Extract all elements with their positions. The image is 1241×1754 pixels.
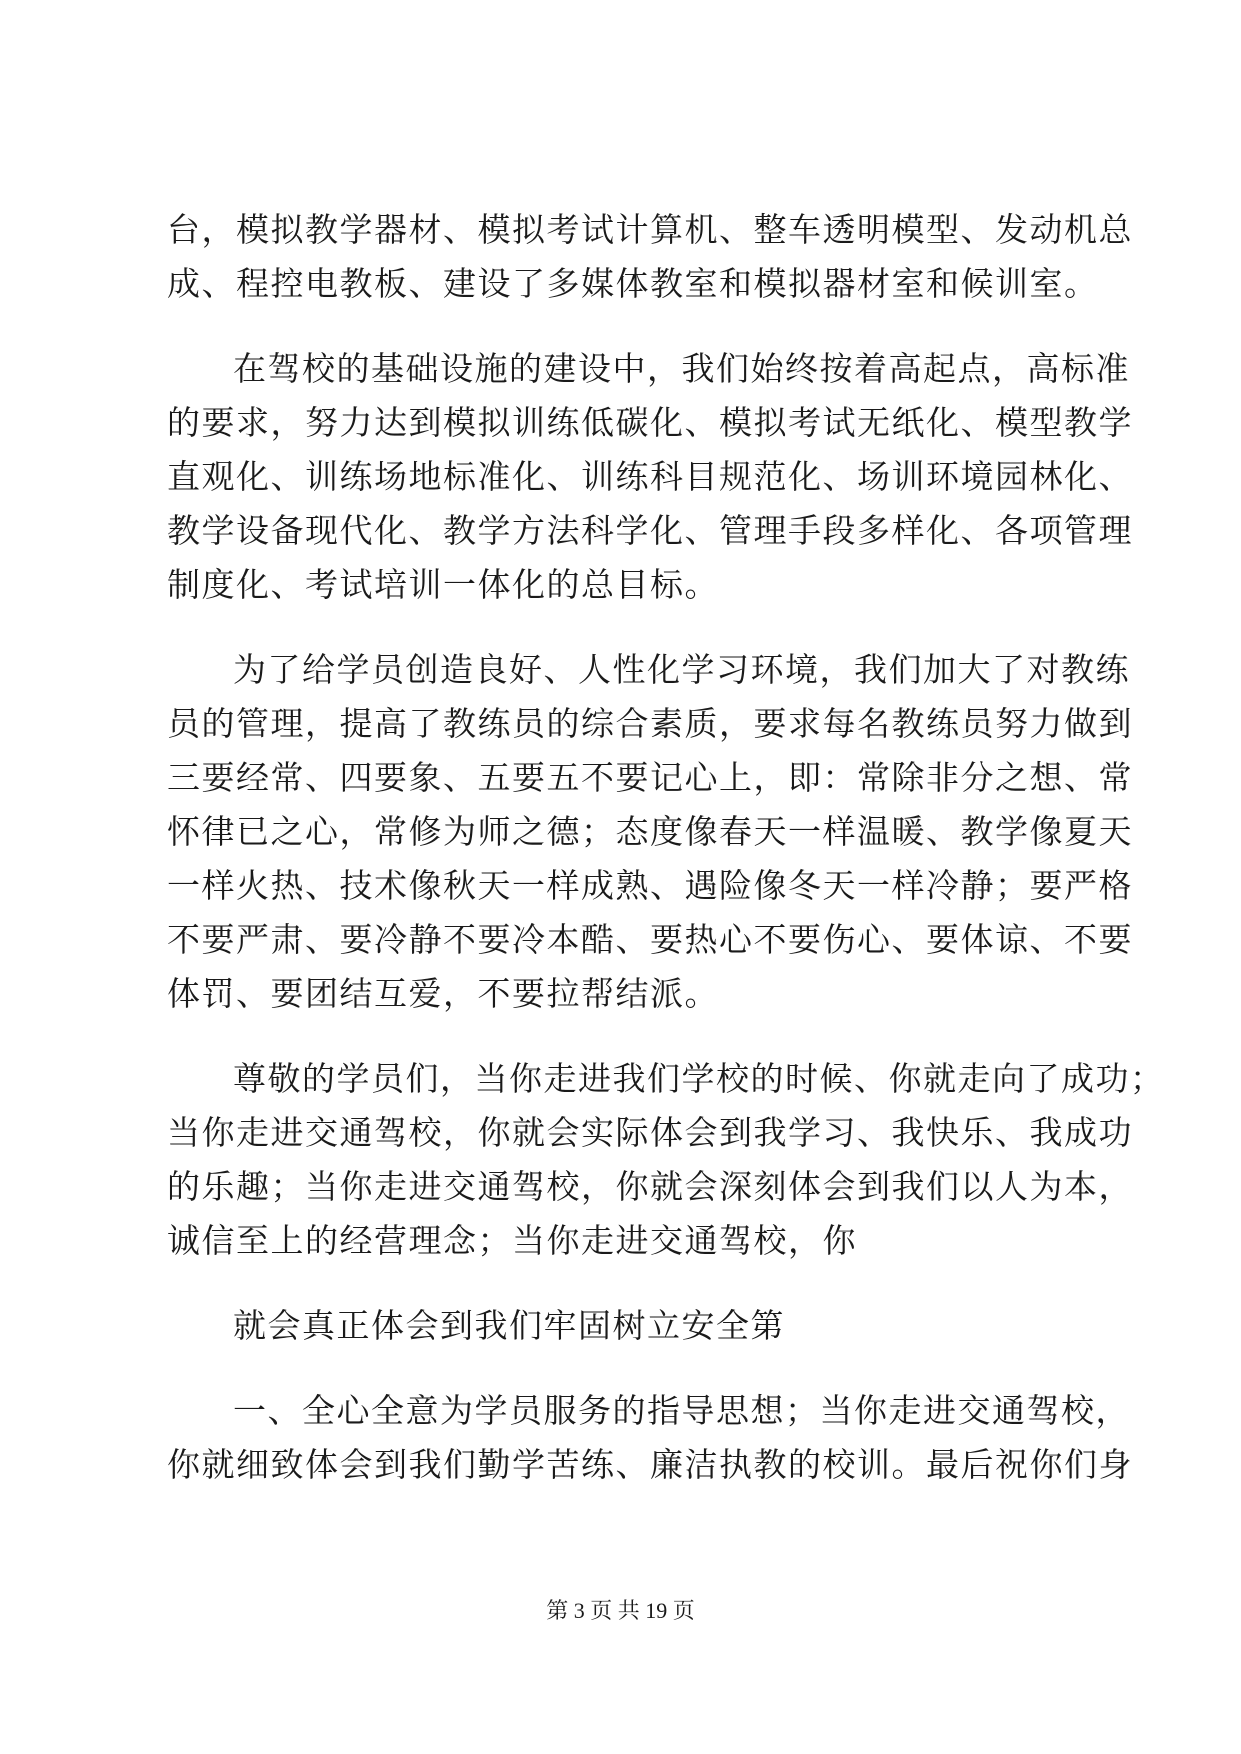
paragraph-first-line: 在驾校的基础设施的建设中，我们始终按着高起点，高标准 bbox=[233, 349, 1130, 388]
text-line: 当你走进交通驾校，你就会实际体会到我学习、我快乐、我成功 bbox=[167, 1113, 1133, 1152]
text-line: 成、程控电教板、建设了多媒体教室和模拟器材室和候训室。 bbox=[167, 264, 1099, 303]
page-number-footer: 第 3 页 共 19 页 bbox=[546, 1598, 695, 1623]
paragraph-first-line: 就会真正体会到我们牢固树立安全第 bbox=[233, 1306, 785, 1345]
text-line: 的要求，努力达到模拟训练低碳化、模拟考试无纸化、模型教学 bbox=[167, 403, 1133, 442]
text-line: 你就细致体会到我们勤学苦练、廉洁执教的校训。最后祝你们身 bbox=[167, 1445, 1133, 1484]
text-line: 员的管理，提高了教练员的综合素质，要求每名教练员努力做到 bbox=[167, 704, 1133, 743]
text-line: 诚信至上的经营理念；当你走进交通驾校，你 bbox=[167, 1221, 857, 1260]
text-line: 三要经常、四要象、五要五不要记心上，即：常除非分之想、常 bbox=[167, 758, 1133, 797]
text-line: 体罚、要团结互爱，不要拉帮结派。 bbox=[167, 974, 719, 1013]
text-line: 的乐趣；当你走进交通驾校，你就会深刻体会到我们以人为本， bbox=[167, 1167, 1133, 1206]
text-line: 教学设备现代化、教学方法科学化、管理手段多样化、各项管理 bbox=[167, 511, 1133, 550]
text-line: 一样火热、技术像秋天一样成熟、遇险像冬天一样冷静；要严格 bbox=[167, 866, 1133, 905]
paragraph-first-line: 一、全心全意为学员服务的指导思想；当你走进交通驾校， bbox=[233, 1391, 1130, 1430]
paragraph-first-line: 尊敬的学员们，当你走进我们学校的时候、你就走向了成功； bbox=[233, 1059, 1165, 1098]
text-line: 不要严肃、要冷静不要冷本酷、要热心不要伤心、要体谅、不要 bbox=[167, 920, 1133, 959]
paragraph-first-line: 为了给学员创造良好、人性化学习环境，我们加大了对教练 bbox=[233, 650, 1130, 689]
text-line: 直观化、训练场地标准化、训练科目规范化、场训环境园林化、 bbox=[167, 457, 1133, 496]
text-line: 制度化、考试培训一体化的总目标。 bbox=[167, 565, 719, 604]
text-line: 台，模拟教学器材、模拟考试计算机、整车透明模型、发动机总 bbox=[167, 210, 1133, 249]
text-line: 怀律已之心，常修为师之德；态度像春天一样温暖、教学像夏天 bbox=[167, 812, 1133, 851]
